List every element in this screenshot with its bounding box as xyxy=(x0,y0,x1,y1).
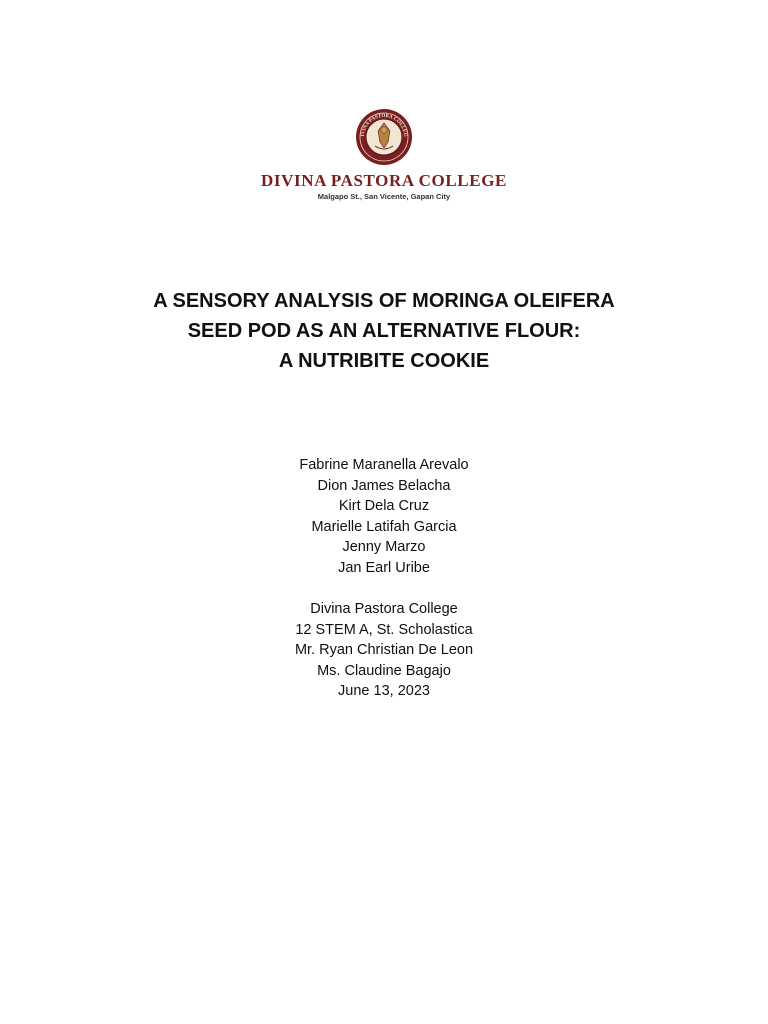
author-list xyxy=(0,455,768,578)
document-title xyxy=(0,286,768,376)
college-address: Malgapo St., San Vicente, Gapan City xyxy=(317,192,451,201)
college-seal-icon xyxy=(355,108,413,166)
adviser-name: Ms. Claudine Bagajo xyxy=(317,662,451,679)
author-name: Marielle Latifah Garcia xyxy=(311,518,457,535)
title-line: SEED POD AS AN ALTERNATIVE FLOUR: xyxy=(187,320,581,342)
seal-text: IVINA PASTORA COLLEG xyxy=(360,113,408,138)
submission-date: June 13, 2023 xyxy=(338,683,430,699)
college-header xyxy=(0,108,768,202)
college-name: DIVINA PASTORA COLLEGE xyxy=(261,171,507,190)
adviser-name: Mr. Ryan Christian De Leon xyxy=(294,642,474,658)
author-name: Jenny Marzo xyxy=(342,539,426,555)
affiliation-block xyxy=(0,599,768,702)
author-name: Kirt Dela Cruz xyxy=(338,498,430,514)
seal-since-text: SINCE 1998 xyxy=(374,148,394,155)
title-line: A SENSORY ANALYSIS OF MORINGA OLEIFERA xyxy=(153,290,615,312)
author-name: Fabrine Maranella Arevalo xyxy=(299,457,469,473)
school-name: Divina Pastora College xyxy=(310,601,458,617)
title-line: A NUTRIBITE COOKIE xyxy=(278,350,490,372)
author-name: Jan Earl Uribe xyxy=(338,559,430,576)
class-section: 12 STEM A, St. Scholastica xyxy=(295,621,473,638)
author-name: Dion James Belacha xyxy=(317,477,451,494)
